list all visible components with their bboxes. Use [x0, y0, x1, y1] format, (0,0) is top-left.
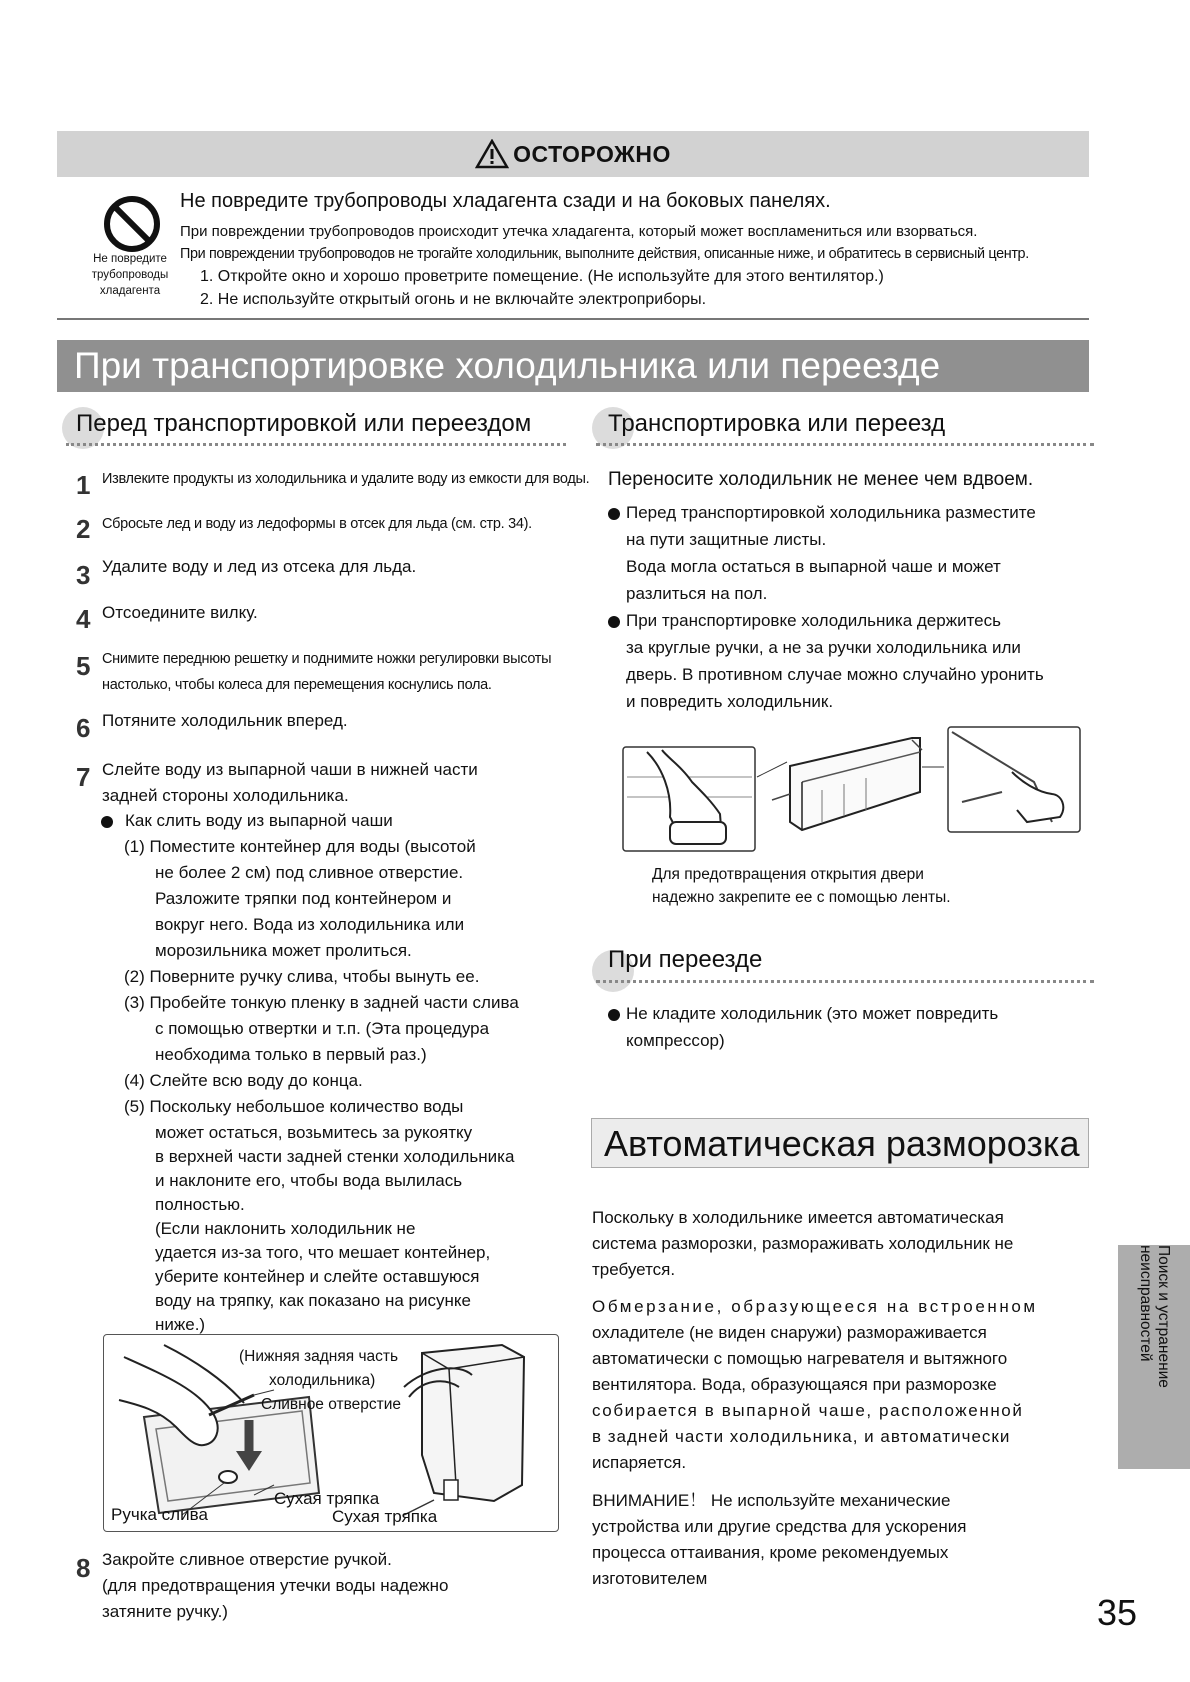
- drain-step: Разложите тряпки под контейнером и: [155, 889, 452, 908]
- step-text: Слейте воду из выпарной чаши в нижней части: [102, 760, 478, 779]
- label-lower-back-2: холодильника): [269, 1372, 376, 1389]
- defrost-paragraph: Поскольку в холодильнике имеется автоматическая: [592, 1208, 1004, 1227]
- caution-banner: [57, 131, 1089, 177]
- bullet-text: При транспортировке холодильника держитесь: [626, 611, 1001, 630]
- caution-title: [57, 131, 1089, 177]
- defrost-warning: процесса оттаивания, кроме рекомендуемых: [592, 1543, 949, 1562]
- drain-step: морозильника может пролиться.: [155, 941, 412, 960]
- bullet-text: дверь. В противном случае можно случайно уронить: [626, 665, 1044, 684]
- figure-caption: надежно закрепите ее с помощью ленты.: [652, 889, 951, 906]
- step-number: 1: [76, 470, 91, 500]
- step-number: 6: [76, 713, 91, 743]
- bullet-text: за круглые ручки, а не за ручки холодильника или: [626, 638, 1021, 657]
- bullet-dot: [608, 1009, 620, 1021]
- step-number: 3: [76, 560, 91, 590]
- drain-step: полностью.: [155, 1195, 245, 1214]
- caution-main-text: Не повредите трубопроводы хладагента сзади и на боковых панелях.: [180, 190, 831, 212]
- figure-caption: Для предотвращения открытия двери: [652, 866, 924, 883]
- label-dry-cloth: Сухая тряпка: [274, 1489, 380, 1508]
- bullet-dot: [101, 816, 113, 828]
- drain-step: и наклоните его, чтобы вода вылилась: [155, 1171, 463, 1190]
- step-text: настолько, чтобы колеса для перемещения коснулись пола.: [102, 677, 492, 693]
- drain-step: (5) Поскольку небольшое количество воды: [124, 1097, 464, 1116]
- caution-step-2: 2. Не используйте открытый огонь и не включайте электроприборы.: [200, 291, 707, 308]
- step-text: Отсоедините вилку.: [102, 603, 258, 622]
- step-number: 8: [76, 1553, 91, 1583]
- caution-line-2: При повреждении трубопроводов не трогайте холодильник, выполните действия, описанные ниже, и обратитесь в сервисный центр.: [180, 246, 1029, 262]
- step-text: Сбросьте лед и воду из ледоформы в отсек для льда (см. стр. 34).: [102, 516, 532, 532]
- label-drain-handle: Ручка слива: [111, 1505, 208, 1524]
- drain-step: вокруг него. Вода из холодильника или: [155, 915, 465, 934]
- drain-step: (3) Пробейте тонкую пленку в задней части слива: [124, 993, 519, 1012]
- bullet-text: на пути защитные листы.: [626, 530, 827, 549]
- step-text: Удалите воду и лед из отсека для льда.: [102, 557, 417, 576]
- heading-moving: При переезде: [608, 946, 763, 973]
- bullet-text: компрессор): [626, 1031, 725, 1050]
- step-number: 4: [76, 604, 91, 634]
- bullet-dot: [608, 616, 620, 628]
- step-text: задней стороны холодильника.: [102, 786, 349, 805]
- drain-title: Как слить воду из выпарной чаши: [125, 811, 393, 830]
- drain-step: (1) Поместите контейнер для воды (высотой: [124, 837, 476, 856]
- drain-step: удается из-за того, что мешает контейнер,: [155, 1243, 491, 1262]
- drain-step: (2) Поверните ручку слива, чтобы вынуть ее.: [124, 967, 480, 986]
- step-text: Извлеките продукты из холодильника и удалите воду из емкости для воды.: [102, 471, 590, 487]
- drain-step: необходима только в первый раз.): [155, 1045, 427, 1064]
- defrost-warning: ВНИМАНИЕ！ Не используйте механические: [592, 1491, 951, 1510]
- step-text: (для предотвращения утечки воды надежно: [102, 1576, 449, 1595]
- warning-triangle-icon: [475, 139, 509, 169]
- step-text: Закройте сливное отверстие ручкой.: [102, 1550, 392, 1569]
- caution-step-1: 1. Откройте окно и хорошо проветрите помещение. (Не используйте для этого вентилятор.): [200, 268, 884, 285]
- page-number: 35: [1097, 1592, 1138, 1633]
- defrost-warning: изготовителем: [592, 1569, 708, 1588]
- defrost-paragraph: собирается в выпарной чаше, расположенной: [592, 1401, 1024, 1420]
- drain-step: (4) Слейте всю воду до конца.: [124, 1071, 363, 1090]
- step-number: 5: [76, 651, 91, 681]
- bullet-text: Перед транспортировкой холодильника разместите: [626, 503, 1036, 522]
- drain-figure: [103, 1334, 559, 1532]
- divider: [57, 318, 1089, 320]
- defrost-paragraph: вентилятора. Вода, образующаяся при разморозке: [592, 1375, 997, 1394]
- heading-underline: [596, 443, 1094, 446]
- defrost-paragraph: испаряется.: [592, 1453, 687, 1472]
- drain-step: не более 2 см) под сливное отверстие.: [155, 863, 464, 882]
- transport-intro: Переносите холодильник не менее чем вдвоем.: [608, 469, 1034, 490]
- step-number: 7: [76, 762, 91, 792]
- drain-step: с помощью отвертки и т.п. (Эта процедура: [155, 1019, 490, 1038]
- defrost-paragraph: автоматически с помощью нагревателя и вытяжного: [592, 1349, 1008, 1368]
- bullet-dot: [608, 508, 620, 520]
- side-tab-label: Поиск и устранение неисправностей: [1137, 1245, 1172, 1388]
- step-text: Потяните холодильник вперед.: [102, 711, 348, 730]
- drain-step: (Если наклонить холодильник не: [155, 1219, 416, 1238]
- prohibition-caption: Не повредите трубопроводы хладагента: [91, 253, 169, 297]
- caution-title-text: ОСТОРОЖНО: [513, 140, 671, 167]
- defrost-paragraph: требуется.: [592, 1260, 676, 1279]
- transport-illustration: [622, 722, 1082, 862]
- label-dry-cloth: Сухая тряпка: [332, 1507, 438, 1526]
- heading-underline: [66, 443, 566, 446]
- step-number: 2: [76, 514, 91, 544]
- step-text: Снимите переднюю решетку и поднимите ножки регулировки высоты: [102, 651, 552, 667]
- defrost-paragraph: в задней части холодильника, и автоматически: [592, 1427, 1011, 1446]
- heading-transport: Транспортировка или переезд: [608, 410, 946, 437]
- section-title-transport: При транспортировке холодильника или переезде: [57, 340, 1089, 392]
- drain-step: воду на тряпку, как показано на рисунке: [155, 1291, 471, 1310]
- drain-step: может остаться, возьмитесь за рукоятку: [155, 1123, 473, 1142]
- caution-line-1: При повреждении трубопроводов происходит утечка хладагента, который может воспламениться или взорваться.: [180, 223, 978, 240]
- defrost-warning: устройства или другие средства для ускорения: [592, 1517, 967, 1536]
- heading-before-transport: Перед транспортировкой или переездом: [76, 410, 532, 437]
- label-drain-hole: Сливное отверстие: [261, 1396, 402, 1413]
- defrost-paragraph: Обмерзание, образующееся на встроенном: [592, 1297, 1038, 1316]
- defrost-paragraph: охладителе (не виден снаружи) размораживается: [592, 1323, 987, 1342]
- prohibition-icon: [102, 194, 162, 254]
- label-lower-back-1: (Нижняя задняя часть: [239, 1348, 399, 1365]
- bullet-text: и повредить холодильник.: [626, 692, 834, 711]
- heading-underline: [596, 980, 1094, 983]
- drain-step: ниже.): [155, 1315, 206, 1334]
- section-title-defrost: Автоматическая разморозка: [591, 1118, 1089, 1168]
- bullet-text: Не кладите холодильник (это может повредить: [626, 1004, 999, 1023]
- drain-step: в верхней части задней стенки холодильника: [155, 1147, 515, 1166]
- drain-step: уберите контейнер и слейте оставшуюся: [155, 1267, 480, 1286]
- bullet-text: разлиться на пол.: [626, 584, 768, 603]
- defrost-paragraph: система разморозки, размораживать холодильник не: [592, 1234, 1014, 1253]
- bullet-text: Вода могла остаться в выпарной чаше и может: [626, 557, 1001, 576]
- step-text: затяните ручку.): [102, 1602, 228, 1621]
